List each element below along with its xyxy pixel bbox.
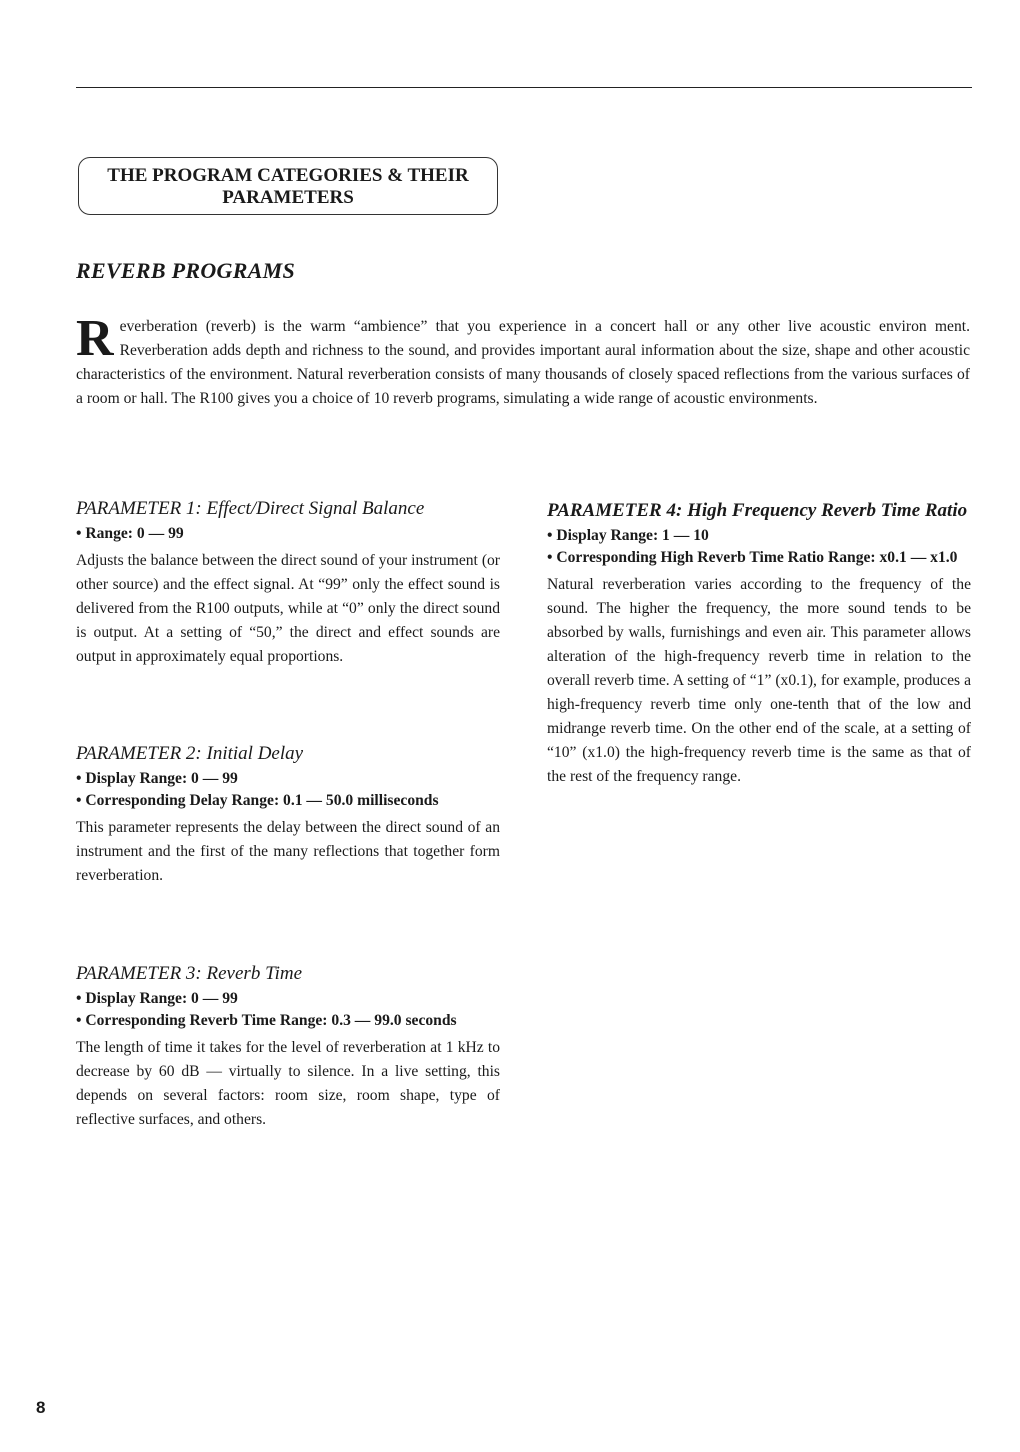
header-rule (76, 87, 972, 88)
parameter-2-delay-range: • Corresponding Delay Range: 0.1 — 50.0 milliseconds (76, 790, 500, 812)
parameter-2-label: PARAMETER 2: (76, 743, 202, 764)
parameter-1-name: Effect/Direct Signal Balance (206, 498, 425, 519)
parameter-1 (76, 497, 500, 669)
section-title: REVERB PROGRAMS (76, 258, 296, 283)
category-box (78, 157, 498, 215)
parameter-3-name: Reverb Time (206, 963, 303, 984)
intro-text: everberation (reverb) is the warm “ambience” that you experience in a concert hall or any other live acoustic environ ment. Reverberation adds depth and richness to the sound, and provides important aural information about the size, shape and other acoustic characteristics of the environment. Natural reverberation consists of many thousands of closely spaced reflections from the various surfaces of a room or hall. The R100 gives you a choice of 10 reverb programs, simulating a wide range of acoustic environments. (76, 318, 970, 407)
parameter-4-display-range: • Display Range: 1 — 10 (547, 525, 971, 547)
parameter-3 (76, 962, 500, 1132)
parameter-1-range: • Range: 0 — 99 (76, 523, 500, 545)
parameter-2-display-range: • Display Range: 0 — 99 (76, 768, 500, 790)
parameter-4-name: High Frequency Reverb Time Ratio (687, 500, 968, 521)
parameter-2-body: This parameter represents the delay between the direct sound of an instrument and the first of the many reflections that together form reverberation. (76, 819, 500, 884)
parameter-3-label: PARAMETER 3: (76, 963, 202, 984)
parameter-1-title (76, 497, 500, 521)
parameter-3-title (76, 962, 500, 986)
drop-cap: R (76, 310, 114, 367)
parameter-4-title (547, 499, 971, 523)
parameter-1-label: PARAMETER 1: (76, 498, 202, 519)
category-title-line1: THE PROGRAM CATEGORIES & THEIR (107, 165, 469, 186)
parameter-4 (547, 499, 971, 789)
parameter-3-display-range: • Display Range: 0 — 99 (76, 988, 500, 1010)
category-title-line2: PARAMETERS (222, 187, 354, 208)
parameter-4-label: PARAMETER 4: (547, 500, 683, 521)
parameter-2-title (76, 742, 500, 766)
intro-paragraph (76, 310, 970, 411)
parameter-3-body: The length of time it takes for the level of reverberation at 1 kHz to decrease by 60 dB — virtually to silence. In a live setting, this depends on several factors: room size, room shape, type of reflective surfaces, and others. (76, 1039, 500, 1128)
parameter-4-ratio-range: • Corresponding High Reverb Time Ratio Range: x0.1 — x1.0 (547, 547, 971, 569)
parameter-3-time-range: • Corresponding Reverb Time Range: 0.3 — 99.0 seconds (76, 1010, 500, 1032)
parameter-1-body: Adjusts the balance between the direct sound of your instrument (or other source) and the effect signal. At “99” only the effect sound is delivered from the R100 outputs, while at “0” only the direct sound is output. At a setting of “50,” the direct and effect sounds are output in approximately equal proportions. (76, 552, 500, 665)
page-number: 8 (36, 1398, 46, 1417)
parameter-4-body: Natural reverberation varies according to the frequency of the sound. The higher the frequency, the more sound tends to be absorbed by walls, furnishings and even air. This parameter allows alteration of the high-frequency reverb time in relation to the overall reverb time. A setting of “1” (x0.1), for example, produces a high-frequency reverb time only one-tenth that of the low and midrange reverb time. On the other end of the scale, at a setting of “10” (x1.0) the high-frequency reverb time is the same as that of the rest of the frequency range. (547, 576, 971, 785)
parameter-2-name: Initial Delay (206, 743, 304, 764)
parameter-2 (76, 742, 500, 888)
